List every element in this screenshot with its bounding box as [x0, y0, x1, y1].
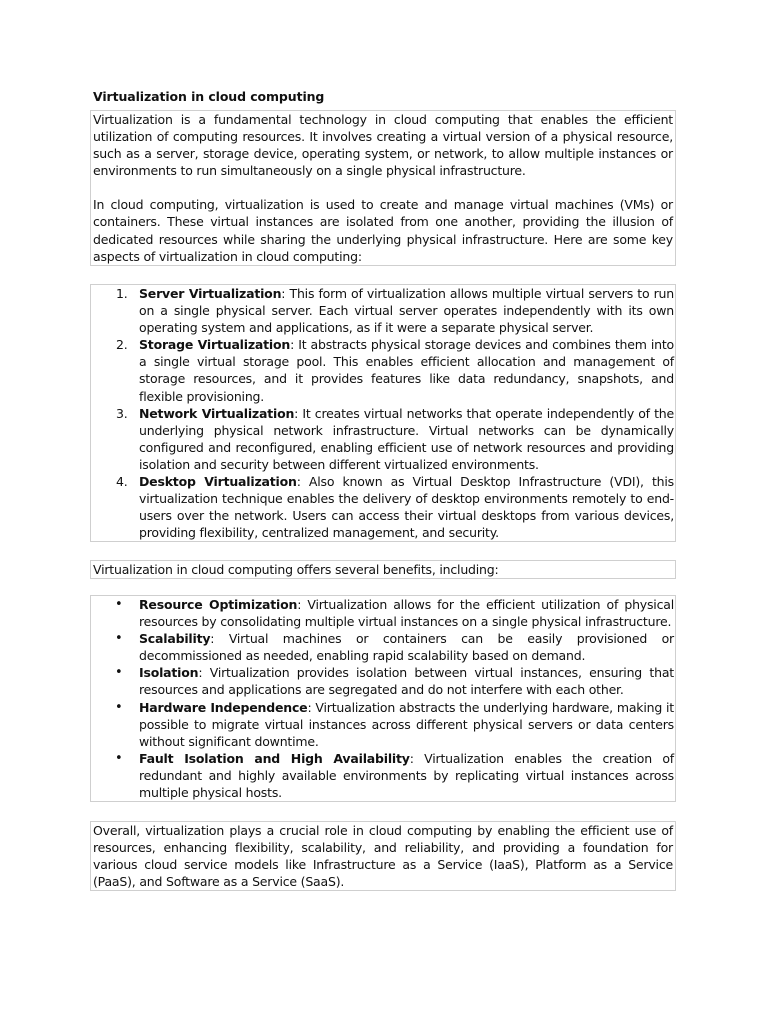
- bullet-icon: •: [115, 597, 123, 612]
- aspect-item: [91, 336, 675, 404]
- benefit-text: : Virtualization provides isolation between virtual instances, ensuring that resources and applications are segregated and do not interfere with each other.: [139, 665, 674, 698]
- aspect-term: Storage Virtualization: [139, 337, 291, 353]
- aspect-text: : Also known as Virtual Desktop Infrastructure (VDI), this virtualization technique enables the delivery of desktop environments remotely to end-users over the network. Users can access their virtual desktops from various devices, providing flexibility, centralized management, and security.: [139, 474, 674, 541]
- benefit-item: [91, 596, 675, 630]
- bullet-icon: •: [115, 631, 123, 647]
- benefit-term: Isolation: [139, 665, 199, 681]
- benefit-term: Hardware Independence: [139, 699, 308, 715]
- list-number: 1.: [116, 286, 128, 301]
- benefit-term: Scalability: [139, 631, 211, 647]
- benefit-text: : Virtualization enables the creation of redundant and highly available environments by replicating virtual instances across multiple physical hosts.: [139, 750, 675, 801]
- benefit-text: : Virtualization allows for the efficient utilization of physical resources by consolidating multiple virtual instances on a single physical infrastructure.: [139, 597, 674, 630]
- aspect-term: Desktop Virtualization: [139, 474, 297, 490]
- list-number: 2.: [116, 337, 128, 353]
- aspect-term: Server Virtualization: [139, 286, 282, 301]
- benefit-term: Resource Optimization: [139, 597, 298, 612]
- bullet-icon: •: [115, 750, 123, 766]
- benefits-intro: Virtualization in cloud computing offers several benefits, including:: [93, 562, 499, 577]
- benefit-term: Fault Isolation and High Availability: [139, 750, 410, 766]
- intro-section: [90, 110, 676, 266]
- benefit-item: [91, 699, 675, 750]
- benefit-text: : Virtualization abstracts the underlying hardware, making it possible to migrate virtual instances across different physical servers or data centers without significant downtime.: [139, 699, 674, 749]
- aspect-text: : It creates virtual networks that operate independently of the underlying physical network infrastructure. Virtual networks can be dynamically configured and reconfigured, enabling efficient use of network resources and providing isolation and security between different virtualized environments.: [139, 405, 675, 472]
- aspect-item: [91, 285, 675, 336]
- bullet-icon: •: [115, 699, 123, 715]
- aspects-list: [91, 285, 675, 541]
- intro-paragraph-1: Virtualization is a fundamental technology in cloud computing that enables the efficient utilization of computing resources. It involves creating a virtual version of a physical resource, such as a server, storage device, operating system, or network, to allow multiple instances or environments to run simultaneously on a single physical infrastructure.: [93, 112, 673, 179]
- aspect-term: Network Virtualization: [139, 405, 295, 421]
- benefits-section: [90, 595, 676, 802]
- list-number: 3.: [116, 405, 128, 421]
- aspect-item: [91, 473, 675, 541]
- bullet-icon: •: [115, 665, 123, 681]
- aspect-text: : This form of virtualization allows multiple virtual servers to run on a single physical server. Each virtual server operates independently with its own operating system and applications, as if it were a separate physical server.: [139, 286, 674, 336]
- benefits-list: [91, 596, 675, 801]
- intro-paragraph-2: In cloud computing, virtualization is used to create and manage virtual machines (VMs) or containers. These virtual instances are isolated from one another, providing the illusion of dedicated resources while sharing the underlying physical infrastructure. Here are some key aspects of virtualization in cloud computing:: [93, 197, 673, 264]
- benefit-item: [91, 750, 675, 801]
- aspects-section: [90, 284, 676, 542]
- conclusion-paragraph: Overall, virtualization plays a crucial role in cloud computing by enabling the efficient use of resources, enhancing flexibility, scalability, and reliability, and providing a foundation for various cloud service models like Infrastructure as a Service (IaaS), Platform as a Service (PaaS), and Software as a Service (SaaS).: [93, 823, 673, 890]
- aspect-item: [91, 405, 675, 473]
- benefit-item: [91, 630, 675, 664]
- benefits-intro-section: [90, 560, 676, 579]
- benefit-item: [91, 664, 675, 698]
- document-title: Virtualization in cloud computing: [93, 89, 325, 104]
- benefit-text: : Virtual machines or containers can be easily provisioned or decommissioned as needed, enabling rapid scalability based on demand.: [139, 631, 674, 664]
- aspect-text: : It abstracts physical storage devices and combines them into a single virtual storage pool. This enables efficient allocation and management of storage resources, and it provides features like data redundancy, snapshots, and flexible provisioning.: [139, 337, 674, 404]
- conclusion-section: [90, 821, 676, 891]
- list-number: 4.: [116, 474, 128, 490]
